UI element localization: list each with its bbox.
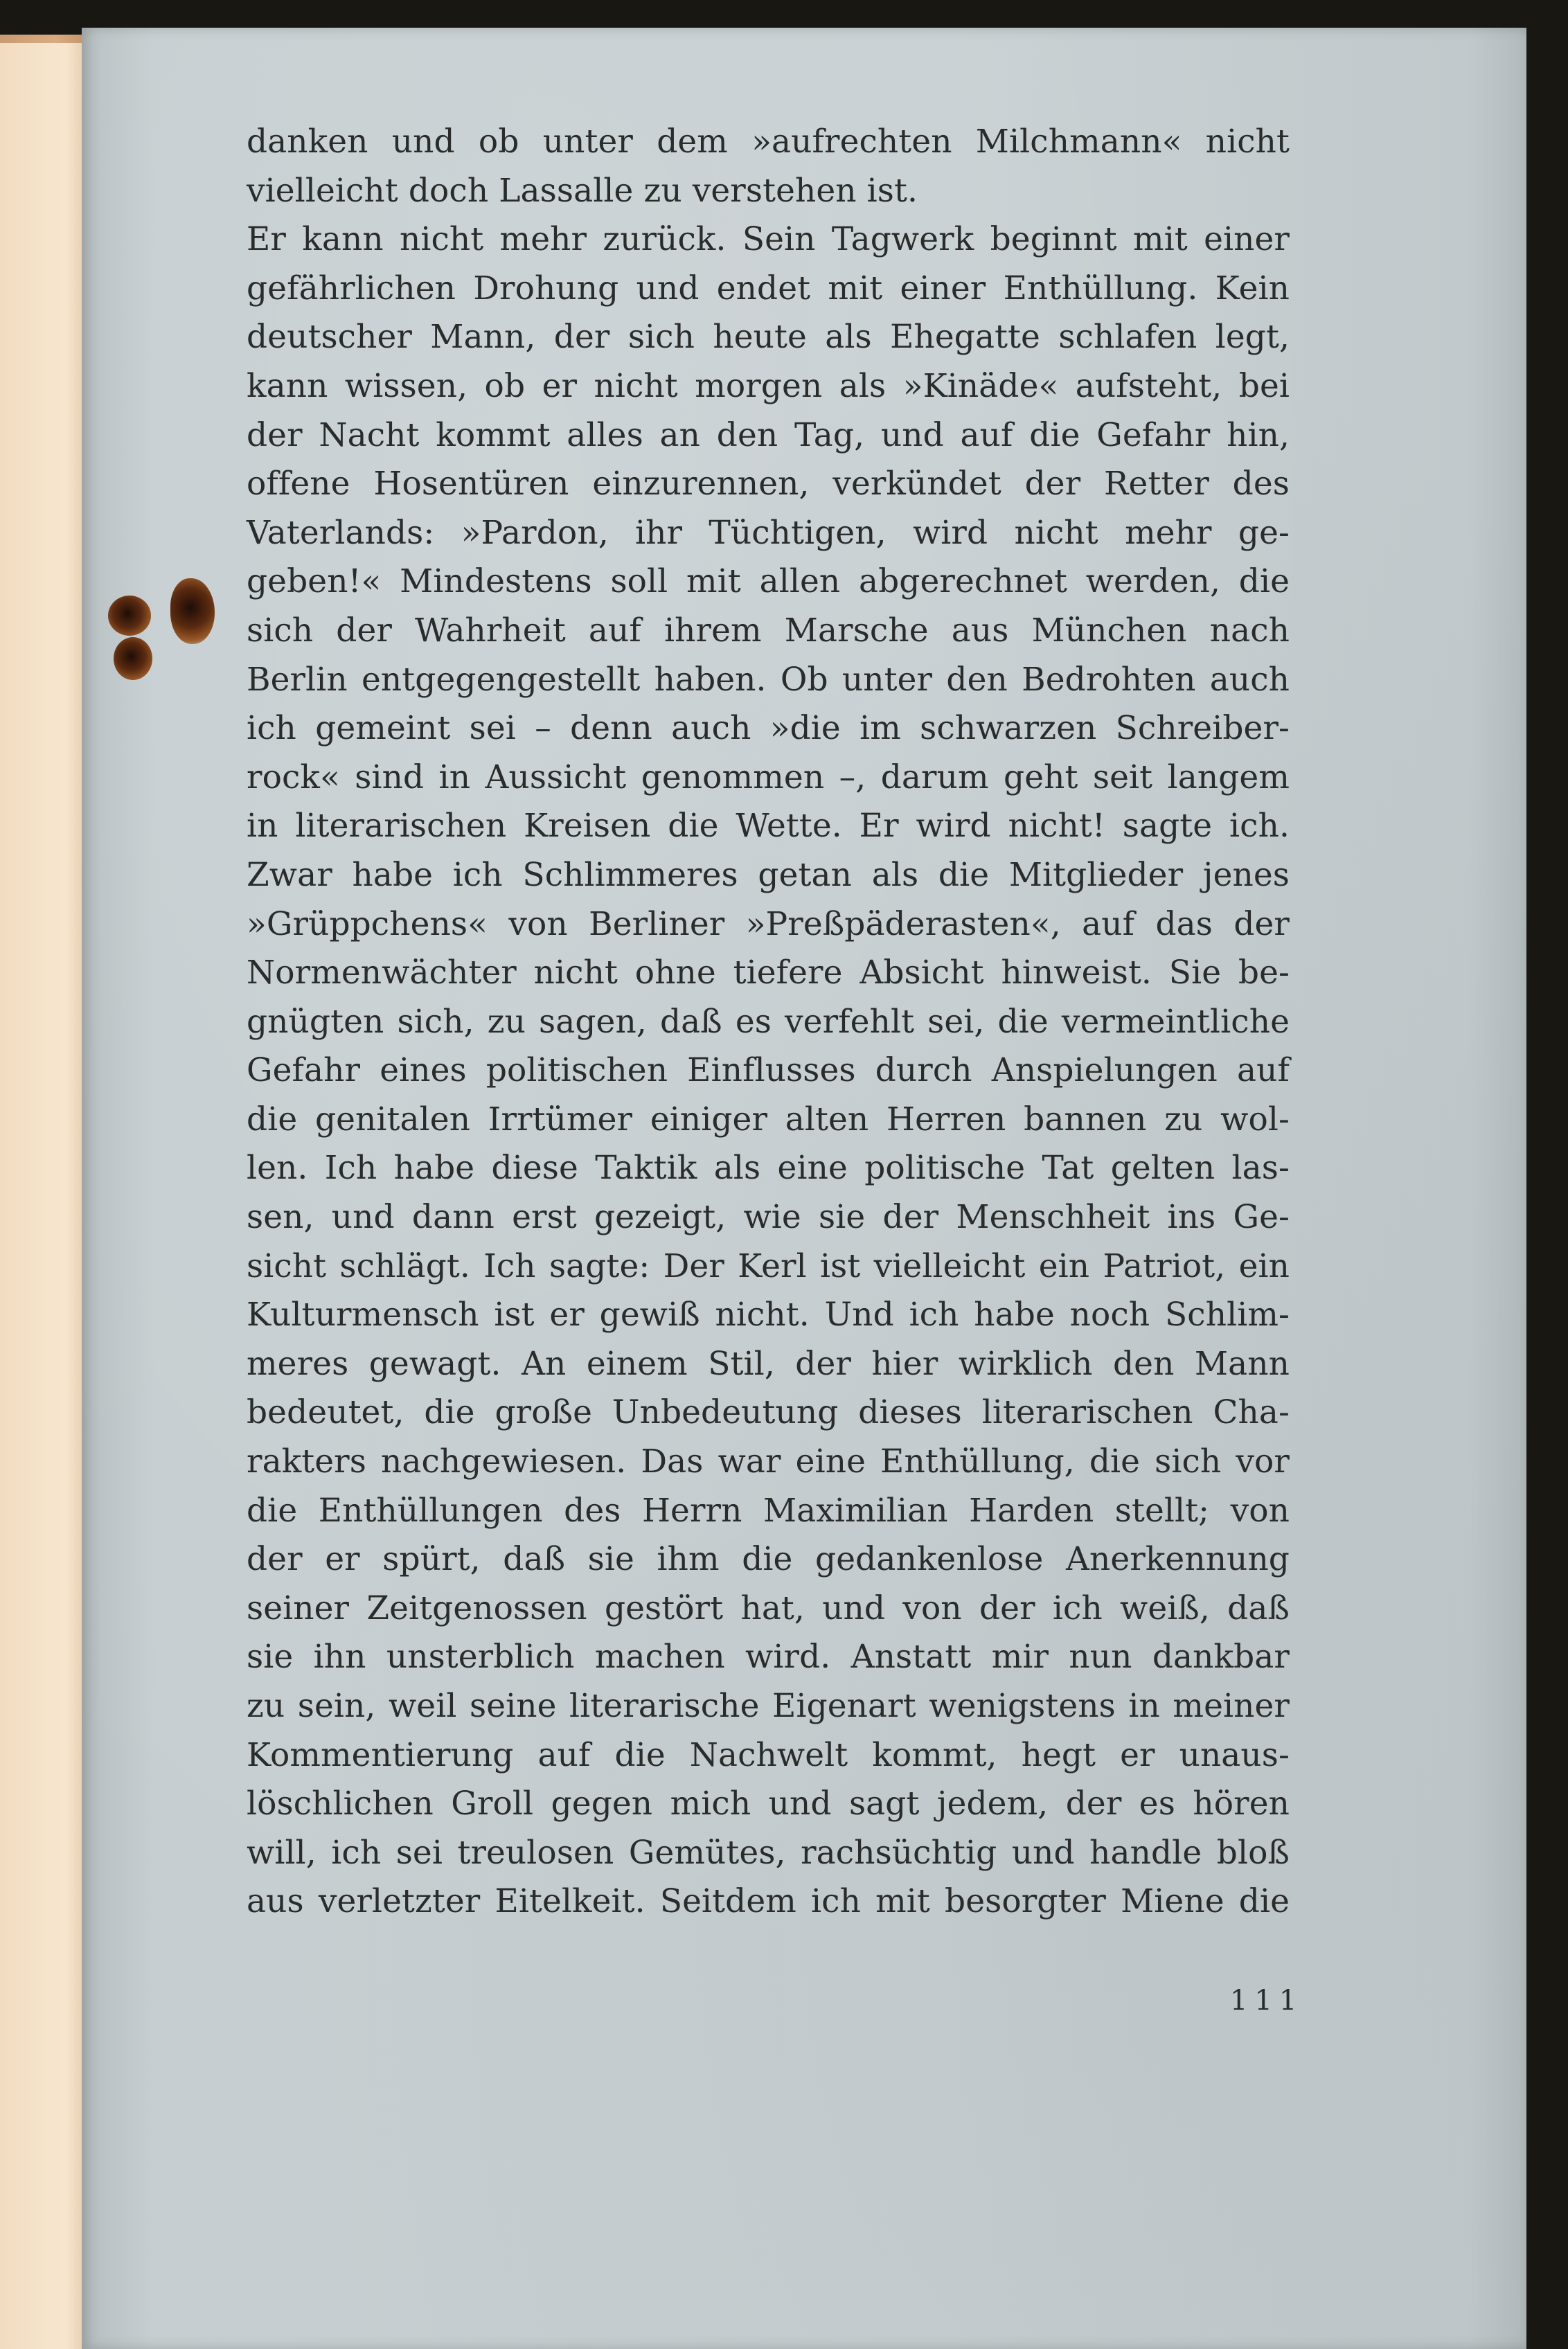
- text-line: sie ihn unsterblich machen wird. Anstatt mir nun dankbar: [247, 1638, 1290, 1677]
- text-line: in literarischen Kreisen die Wette. Er wird nicht! sagte ich.: [247, 807, 1290, 846]
- text-line: geben!« Mindestens soll mit allen abgerechnet werden, die: [247, 562, 1290, 601]
- text-line: sicht schlägt. Ich sagte: Der Kerl ist vielleicht ein Patriot, ein: [247, 1247, 1290, 1285]
- text-line: Kulturmensch ist er gewiß nicht. Und ich habe noch Schlim-: [247, 1296, 1290, 1334]
- text-line: offene Hosentüren einzurennen, verkündet der Retter des: [247, 465, 1290, 503]
- body-text: [247, 118, 1290, 1927]
- text-line: aus verletzter Eitelkeit. Seitdem ich mit besorgter Miene die: [247, 1882, 1290, 1921]
- text-line: Kommentierung auf die Nachwelt kommt, hegt er unaus-: [247, 1735, 1290, 1774]
- text-line: rakters nachgewiesen. Das war eine Enthüllung, die sich vor: [247, 1443, 1290, 1481]
- text-line: sich der Wahrheit auf ihrem Marsche aus München nach: [247, 611, 1290, 650]
- facing-page-edge: [0, 43, 84, 2349]
- text-line: sen, und dann erst gezeigt, wie sie der Menschheit ins Ge-: [247, 1198, 1290, 1237]
- text-line: die genitalen Irrtümer einiger alten Herren bannen zu wol-: [247, 1100, 1290, 1138]
- text-line: Er kann nicht mehr zurück. Sein Tagwerk beginnt mit einer: [247, 220, 1290, 259]
- text-line: vielleicht doch Lassalle zu verstehen ist.: [247, 171, 918, 210]
- text-line: kann wissen, ob er nicht morgen als »Kinäde« aufsteht, bei: [247, 366, 1290, 405]
- text-line: zu sein, weil seine literarische Eigenart wenigstens in meiner: [247, 1687, 1290, 1725]
- text-line: der Nacht kommt alles an den Tag, und auf die Gefahr hin,: [247, 416, 1290, 454]
- text-line: gnügten sich, zu sagen, daß es verfehlt sei, die vermeintliche: [247, 1002, 1290, 1041]
- text-line: »Grüppchens« von Berliner »Preßpäderasten«, auf das der: [247, 904, 1290, 943]
- page-number: 111: [1230, 1985, 1304, 2017]
- text-line: Berlin entgegengestellt haben. Ob unter den Bedrohten auch: [247, 660, 1290, 699]
- text-line: Gefahr eines politischen Einflusses durch Anspielungen auf: [247, 1051, 1290, 1090]
- text-line: bedeutet, die große Unbedeutung dieses literarischen Cha-: [247, 1393, 1290, 1432]
- text-line: meres gewagt. An einem Stil, der hier wirklich den Mann: [247, 1344, 1290, 1383]
- text-line: deutscher Mann, der sich heute als Ehegatte schlafen legt,: [247, 318, 1290, 357]
- text-line: der er spürt, daß sie ihm die gedankenlose Anerkennung: [247, 1540, 1290, 1579]
- ink-stain: [114, 637, 152, 680]
- text-line: Vaterlands: »Pardon, ihr Tüchtigen, wird nicht mehr ge-: [247, 513, 1290, 552]
- text-line: will, ich sei treulosen Gemütes, rachsüchtig und handle bloß: [247, 1833, 1290, 1872]
- ink-stain: [170, 578, 215, 644]
- text-line: len. Ich habe diese Taktik als eine politische Tat gelten las-: [247, 1149, 1290, 1188]
- ink-stain: [108, 596, 151, 636]
- text-line: danken und ob unter dem »aufrechten Milchmann« nicht: [247, 123, 1290, 161]
- text-line: Normenwächter nicht ohne tiefere Absicht hinweist. Sie be-: [247, 954, 1290, 992]
- text-line: gefährlichen Drohung und endet mit einer Enthüllung. Kein: [247, 269, 1290, 307]
- text-line: löschlichen Groll gegen mich und sagt jedem, der es hören: [247, 1785, 1290, 1823]
- text-line: rock« sind in Aussicht genommen –, darum geht seit langem: [247, 758, 1290, 796]
- text-line: Zwar habe ich Schlimmeres getan als die Mitglieder jenes: [247, 855, 1290, 894]
- text-line: ich gemeint sei – denn auch »die im schwarzen Schreiber-: [247, 709, 1290, 748]
- text-line: seiner Zeitgenossen gestört hat, und von der ich weiß, daß: [247, 1589, 1290, 1627]
- text-line: die Enthüllungen des Herrn Maximilian Harden stellt; von: [247, 1491, 1290, 1530]
